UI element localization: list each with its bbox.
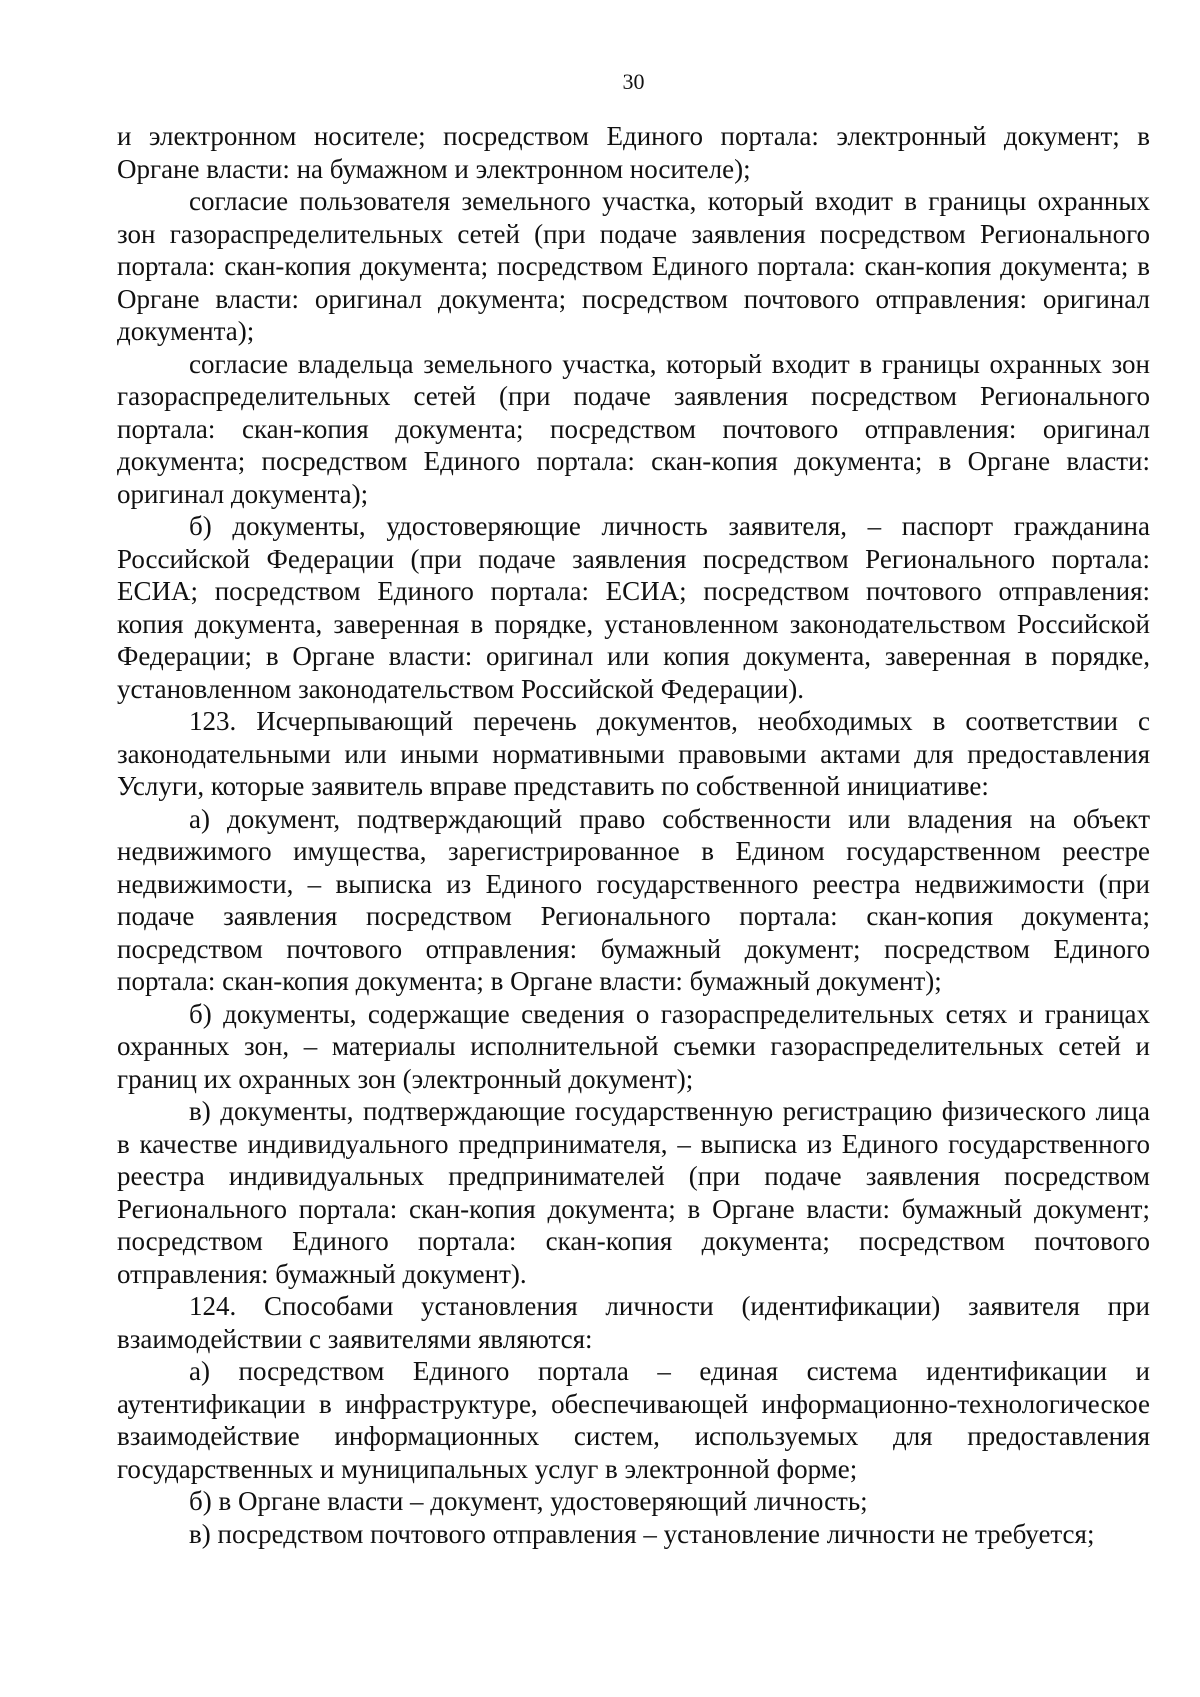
paragraph-123-a: а) документ, подтверждающий право собственности или владения на объект недвижимого имущества, зарегистрированное в Едином государственном реестре недвижимости, – выписка из Единого государственного реестра недвижимости (при подаче заявления посредством Регионального портала: скан-копия документа; посредством почтового отправления: бумажный документ; посредством Единого портала: скан-копия документа; в Органе власти: бумажный документ); [117,803,1150,996]
paragraph-item-124: 124. Способами установления личности (идентификации) заявителя при взаимодействии с заявителями являются: [117,1291,1150,1354]
paragraph-123-b: б) документы, содержащие сведения о газораспределительных сетях и границах охранных зон, – материалы исполнительной съемки газораспределительных сетей и границ их охранных зон (электронный документ); [117,998,1150,1094]
paragraph-124-b: б) в Органе власти – документ, удостоверяющий личность; [189,1486,868,1516]
page-number: 30 [622,69,645,94]
paragraph-123-v: в) документы, подтверждающие государственную регистрацию физического лица в качестве индивидуального предпринимателя, – выписка из Единого государственного реестра индивидуальных предпринимателей (при подаче заявления посредством Регионального портала: скан-копия документа; в Органе власти: бумажный документ; посредством Единого портала: скан-копия документа; посредством почтового отправления: бумажный документ). [117,1096,1150,1289]
paragraph-consent-user: согласие пользователя земельного участка, который входит в границы охранных зон газораспределительных сетей (при подаче заявления посредством Регионального портала: скан-копия документа; посредством Единого портала: скан-копия документа; в Органе власти: оригинал документа; посредством почтового отправления: оригинал документа); [117,186,1150,346]
paragraph-consent-owner: согласие владельца земельного участка, который входит в границы охранных зон газораспределительных сетей (при подаче заявления посредством Регионального портала: скан-копия документа; посредством почтового отправления: оригинал документа; посредством Единого портала: скан-копия документа; в Органе власти: оригинал документа); [117,348,1150,509]
paragraph-electronic-carrier: и электронном носителе; посредством Единого портала: электронный документ; в Органе власти: на бумажном и электронном носителе); [117,121,1150,184]
document-body [117,120,1150,1550]
paragraph-item-123: 123. Исчерпывающий перечень документов, необходимых в соответствии с законодательными или иными нормативными правовыми актами для предоставления Услуги, которые заявитель вправе представить по собственной инициативе: [117,706,1150,801]
paragraph-124-v: в) посредством почтового отправления – установление личности не требуется; [189,1518,1095,1549]
paragraph-identity-documents: б) документы, удостоверяющие личность заявителя, – паспорт гражданина Российской Федерации (при подаче заявления посредством Регионального портала: ЕСИА; посредством Единого портала: ЕСИА; посредством почтового отправления: копия документа, заверенная в порядке, установленном законодательством Российской Федерации; в Органе власти: оригинал или копия документа, заверенная в порядке, установленном законодательством Российской Федерации). [117,511,1150,704]
paragraph-124-a: а) посредством Единого портала – единая система идентификации и аутентификации в инфраструктуре, обеспечивающей информационно-технологическое взаимодействие информационных систем, используемых для предоставления государственных и муниципальных услуг в электронной форме; [117,1356,1150,1484]
